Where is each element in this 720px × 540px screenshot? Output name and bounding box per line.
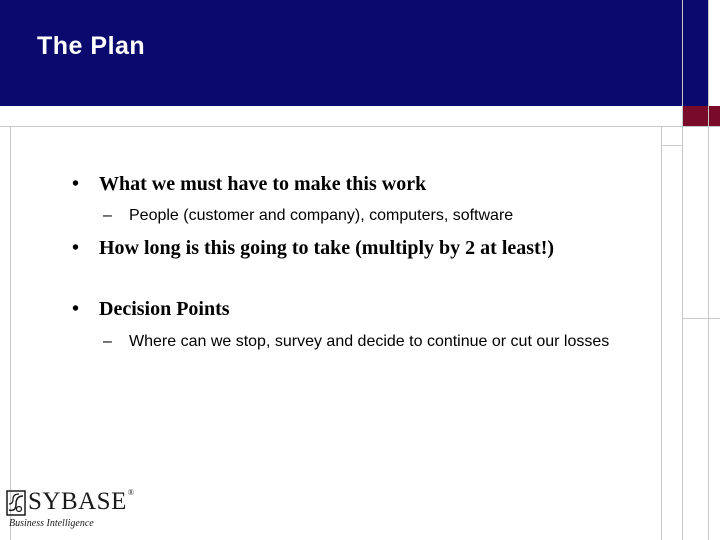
sub-bullet-1-1 <box>103 204 643 227</box>
bullet-3 <box>72 296 602 322</box>
sub-bullet-3-1 <box>103 330 613 353</box>
sybase-logo <box>6 488 146 534</box>
bullet-text: Decision Points <box>99 298 230 320</box>
logo-trademark: ® <box>127 488 135 497</box>
bullet-1 <box>72 171 632 197</box>
logo-wordmark-text: SYBASE <box>28 488 127 515</box>
bullet-marker: • <box>72 298 80 320</box>
sub-bullet-text: Where can we stop, survey and decide to continue or cut our losses <box>129 333 610 350</box>
logo-tagline: Business Intelligence <box>9 518 94 529</box>
slide-title: The Plan <box>37 32 146 60</box>
logo-wordmark <box>28 488 134 516</box>
sub-bullet-marker: – <box>103 333 112 350</box>
bullet-2 <box>72 235 602 261</box>
bullet-marker: • <box>72 173 80 195</box>
sybase-emblem-icon <box>6 490 26 516</box>
sub-bullet-text: People (customer and company), computers, software <box>129 207 514 224</box>
sub-bullet-marker: – <box>103 207 112 224</box>
bullet-text: How long is this going to take (multiply by 2 at least!) <box>99 237 555 259</box>
bullet-text: What we must have to make this work <box>99 173 427 195</box>
bullet-marker: • <box>72 237 80 259</box>
